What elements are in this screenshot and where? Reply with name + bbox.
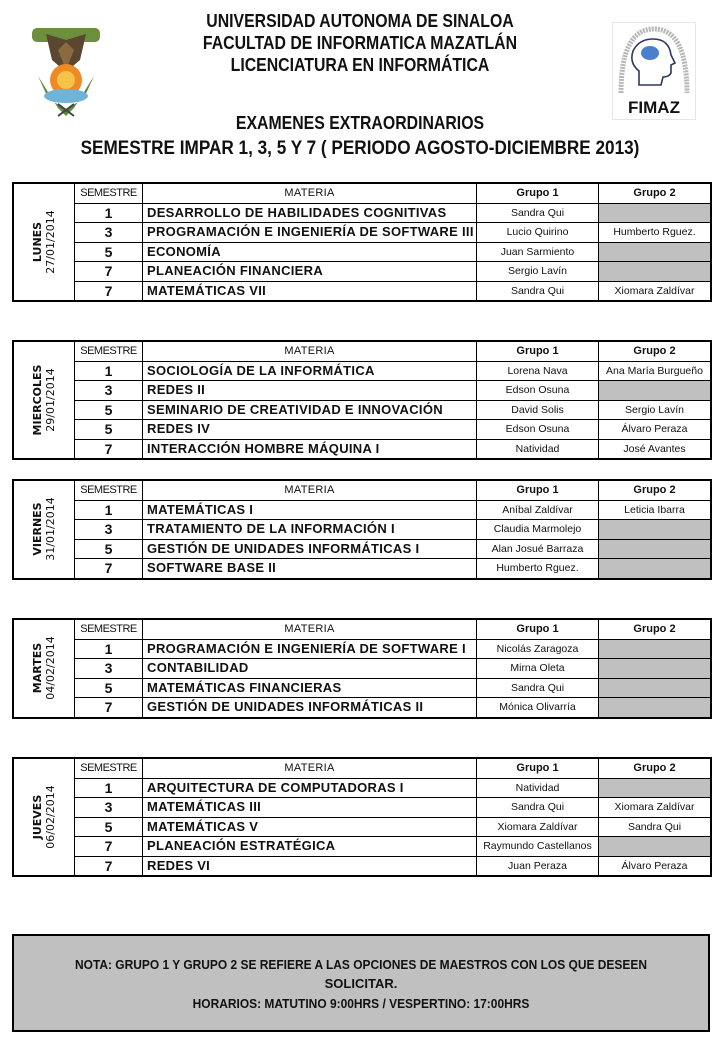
- grupo1-teacher-cell: Xiomara Zaldívar: [477, 817, 599, 837]
- exam-date: 29/01/2014: [44, 368, 57, 432]
- document-subtitle: SEMESTRE IMPAR 1, 3, 5 Y 7 ( PERIODO AGOSTO-DICIEMBRE 2013): [80, 137, 640, 159]
- grupo2-teacher-cell: [599, 837, 712, 857]
- day-name: VIERNES: [31, 502, 44, 556]
- column-header-materia: MATERIA: [143, 183, 477, 203]
- semestre-cell: 1: [75, 203, 143, 223]
- grupo1-teacher-cell: David Solis: [477, 400, 599, 420]
- semestre-cell: 7: [75, 837, 143, 857]
- day-cell: [13, 619, 75, 718]
- day-cell: [13, 341, 75, 459]
- table-row: [13, 698, 711, 718]
- grupo2-teacher-cell: Humberto Rguez.: [599, 223, 712, 243]
- table-row: [13, 500, 711, 520]
- semestre-cell: 7: [75, 439, 143, 459]
- materia-cell: GESTIÓN DE UNIDADES INFORMÁTICAS II: [143, 698, 477, 718]
- semestre-cell: 5: [75, 817, 143, 837]
- column-header-materia: MATERIA: [143, 341, 477, 361]
- column-header-materia: MATERIA: [143, 758, 477, 778]
- grupo1-teacher-cell: Edson Osuna: [477, 420, 599, 440]
- column-header-semestre: SEMESTRE: [75, 480, 143, 500]
- note-line-2: SOLICITAR.: [324, 976, 398, 991]
- materia-cell: PROGRAMACIÓN E INGENIERÍA DE SOFTWARE III: [143, 223, 477, 243]
- grupo1-teacher-cell: Mónica Olivarría: [477, 698, 599, 718]
- grupo2-teacher-cell: [599, 639, 712, 659]
- grupo2-teacher-cell: Xiomara Zaldívar: [599, 281, 712, 301]
- grupo2-teacher-cell: Xiomara Zaldívar: [599, 798, 712, 818]
- note-line-1: NOTA: GRUPO 1 Y GRUPO 2 SE REFIERE A LAS OPCIONES DE MAESTROS CON LOS QUE DESEEN: [75, 957, 647, 972]
- schedule-table-lunes: [12, 182, 712, 302]
- materia-cell: MATEMÁTICAS FINANCIERAS: [143, 678, 477, 698]
- grupo2-teacher-cell: [599, 659, 712, 679]
- grupo2-teacher-cell: Álvaro Peraza: [599, 856, 712, 876]
- exam-date: 04/02/2014: [44, 636, 57, 700]
- materia-cell: PLANEACIÓN ESTRATÉGICA: [143, 837, 477, 857]
- table-row: [13, 837, 711, 857]
- faculty-title: FACULTAD DE INFORMATICA MAZATLÁN: [202, 33, 518, 53]
- grupo2-teacher-cell: [599, 539, 712, 559]
- table-header-row: [13, 341, 711, 361]
- column-header-semestre: SEMESTRE: [75, 758, 143, 778]
- semestre-cell: 1: [75, 361, 143, 381]
- grupo1-teacher-cell: Edson Osuna: [477, 381, 599, 401]
- column-header-materia: MATERIA: [143, 619, 477, 639]
- column-header-grupo1: Grupo 1: [477, 183, 599, 203]
- grupo2-teacher-cell: [599, 698, 712, 718]
- grupo1-teacher-cell: Lorena Nava: [477, 361, 599, 381]
- grupo1-teacher-cell: Sandra Qui: [477, 678, 599, 698]
- grupo2-teacher-cell: José Avantes: [599, 439, 712, 459]
- grupo1-teacher-cell: Sergio Lavín: [477, 262, 599, 282]
- day-name: JUEVES: [31, 794, 44, 840]
- semestre-cell: 1: [75, 639, 143, 659]
- day-cell: [13, 183, 75, 301]
- table-header-row: [13, 758, 711, 778]
- table-row: [13, 439, 711, 459]
- exam-date: 27/01/2014: [44, 210, 57, 274]
- schedule-table-miercoles: [12, 340, 712, 460]
- table-row: [13, 659, 711, 679]
- column-header-grupo2: Grupo 2: [599, 341, 712, 361]
- table-header-row: [13, 480, 711, 500]
- semestre-cell: 5: [75, 242, 143, 262]
- grupo1-teacher-cell: Nicolás Zaragoza: [477, 639, 599, 659]
- grupo1-teacher-cell: Juan Peraza: [477, 856, 599, 876]
- semestre-cell: 7: [75, 856, 143, 876]
- university-title: UNIVERSIDAD AUTONOMA DE SINALOA: [206, 11, 514, 31]
- semestre-cell: 5: [75, 400, 143, 420]
- day-name: MARTES: [31, 643, 44, 694]
- semestre-cell: 5: [75, 678, 143, 698]
- day-name: LUNES: [31, 221, 44, 263]
- grupo1-teacher-cell: Aníbal Zaldívar: [477, 500, 599, 520]
- table-row: [13, 856, 711, 876]
- column-header-grupo1: Grupo 1: [477, 341, 599, 361]
- grupo2-teacher-cell: Leticia Ibarra: [599, 500, 712, 520]
- day-cell: [13, 758, 75, 876]
- table-row: [13, 559, 711, 579]
- table-row: [13, 381, 711, 401]
- materia-cell: REDES VI: [143, 856, 477, 876]
- grupo2-teacher-cell: [599, 520, 712, 540]
- materia-cell: PLANEACIÓN FINANCIERA: [143, 262, 477, 282]
- table-row: [13, 539, 711, 559]
- column-header-semestre: SEMESTRE: [75, 183, 143, 203]
- grupo2-teacher-cell: Sandra Qui: [599, 817, 712, 837]
- materia-cell: REDES IV: [143, 420, 477, 440]
- table-row: [13, 639, 711, 659]
- document-title: EXAMENES EXTRAORDINARIOS: [235, 113, 485, 133]
- semestre-cell: 7: [75, 281, 143, 301]
- grupo2-teacher-cell: [599, 242, 712, 262]
- grupo1-teacher-cell: Natividad: [477, 439, 599, 459]
- table-row: [13, 778, 711, 798]
- materia-cell: GESTIÓN DE UNIDADES INFORMÁTICAS I: [143, 539, 477, 559]
- column-header-grupo2: Grupo 2: [599, 758, 712, 778]
- materia-cell: REDES II: [143, 381, 477, 401]
- semestre-cell: 5: [75, 539, 143, 559]
- table-header-row: [13, 183, 711, 203]
- materia-cell: DESARROLLO DE HABILIDADES COGNITIVAS: [143, 203, 477, 223]
- note-schedule-hours: HORARIOS: MATUTINO 9:00HRS / VESPERTINO: 17:00HRS: [192, 996, 530, 1011]
- materia-cell: SEMINARIO DE CREATIVIDAD E INNOVACIÓN: [143, 400, 477, 420]
- table-row: [13, 223, 711, 243]
- schedule-table-jueves: [12, 757, 712, 877]
- schedule-table-martes: [12, 618, 712, 719]
- semestre-cell: 7: [75, 262, 143, 282]
- day-name: MIERCOLES: [31, 364, 44, 436]
- grupo1-teacher-cell: Juan Sarmiento: [477, 242, 599, 262]
- table-row: [13, 361, 711, 381]
- column-header-grupo2: Grupo 2: [599, 480, 712, 500]
- semestre-cell: 3: [75, 798, 143, 818]
- materia-cell: MATEMÁTICAS VII: [143, 281, 477, 301]
- materia-cell: MATEMÁTICAS I: [143, 500, 477, 520]
- grupo1-teacher-cell: Natividad: [477, 778, 599, 798]
- semestre-cell: 1: [75, 778, 143, 798]
- column-header-grupo1: Grupo 1: [477, 619, 599, 639]
- semestre-cell: 1: [75, 500, 143, 520]
- column-header-grupo2: Grupo 2: [599, 619, 712, 639]
- materia-cell: CONTABILIDAD: [143, 659, 477, 679]
- grupo1-teacher-cell: Alan Josué Barraza: [477, 539, 599, 559]
- grupo2-teacher-cell: [599, 678, 712, 698]
- grupo1-teacher-cell: Sandra Qui: [477, 798, 599, 818]
- grupo2-teacher-cell: [599, 262, 712, 282]
- grupo1-teacher-cell: Sandra Qui: [477, 203, 599, 223]
- materia-cell: INTERACCIÓN HOMBRE MÁQUINA I: [143, 439, 477, 459]
- table-row: [13, 678, 711, 698]
- table-row: [13, 203, 711, 223]
- grupo1-teacher-cell: Raymundo Castellanos: [477, 837, 599, 857]
- grupo1-teacher-cell: Sandra Qui: [477, 281, 599, 301]
- semestre-cell: 7: [75, 559, 143, 579]
- grupo2-teacher-cell: [599, 203, 712, 223]
- exam-date: 31/01/2014: [44, 497, 57, 561]
- table-row: [13, 262, 711, 282]
- column-header-semestre: SEMESTRE: [75, 341, 143, 361]
- table-row: [13, 242, 711, 262]
- materia-cell: SOCIOLOGÍA DE LA INFORMÁTICA: [143, 361, 477, 381]
- exam-date: 06/02/2014: [44, 785, 57, 849]
- column-header-grupo1: Grupo 1: [477, 758, 599, 778]
- note-box: [12, 934, 710, 1032]
- table-row: [13, 817, 711, 837]
- semestre-cell: 3: [75, 520, 143, 540]
- semestre-cell: 5: [75, 420, 143, 440]
- materia-cell: PROGRAMACIÓN E INGENIERÍA DE SOFTWARE I: [143, 639, 477, 659]
- materia-cell: MATEMÁTICAS III: [143, 798, 477, 818]
- grupo2-teacher-cell: [599, 559, 712, 579]
- table-header-row: [13, 619, 711, 639]
- grupo1-teacher-cell: Mirna Oleta: [477, 659, 599, 679]
- grupo2-teacher-cell: Ana María Burgueño: [599, 361, 712, 381]
- grupo2-teacher-cell: Álvaro Peraza: [599, 420, 712, 440]
- grupo1-teacher-cell: Humberto Rguez.: [477, 559, 599, 579]
- table-row: [13, 798, 711, 818]
- day-cell: [13, 480, 75, 579]
- column-header-grupo1: Grupo 1: [477, 480, 599, 500]
- table-row: [13, 520, 711, 540]
- materia-cell: TRATAMIENTO DE LA INFORMACIÓN I: [143, 520, 477, 540]
- column-header-materia: MATERIA: [143, 480, 477, 500]
- column-header-semestre: SEMESTRE: [75, 619, 143, 639]
- materia-cell: MATEMÁTICAS V: [143, 817, 477, 837]
- grupo1-teacher-cell: Lucio Quirino: [477, 223, 599, 243]
- semestre-cell: 3: [75, 659, 143, 679]
- grupo2-teacher-cell: Sergio Lavín: [599, 400, 712, 420]
- grupo2-teacher-cell: [599, 778, 712, 798]
- semestre-cell: 7: [75, 698, 143, 718]
- semestre-cell: 3: [75, 223, 143, 243]
- table-row: [13, 420, 711, 440]
- svg-text:FIMAZ: FIMAZ: [628, 98, 680, 117]
- program-title: LICENCIATURA EN INFORMÁTICA: [230, 55, 490, 75]
- materia-cell: ECONOMÍA: [143, 242, 477, 262]
- grupo2-teacher-cell: [599, 381, 712, 401]
- grupo1-teacher-cell: Claudia Marmolejo: [477, 520, 599, 540]
- table-row: [13, 281, 711, 301]
- materia-cell: SOFTWARE BASE II: [143, 559, 477, 579]
- table-row: [13, 400, 711, 420]
- schedule-table-viernes: [12, 479, 712, 580]
- column-header-grupo2: Grupo 2: [599, 183, 712, 203]
- semestre-cell: 3: [75, 381, 143, 401]
- materia-cell: ARQUITECTURA DE COMPUTADORAS I: [143, 778, 477, 798]
